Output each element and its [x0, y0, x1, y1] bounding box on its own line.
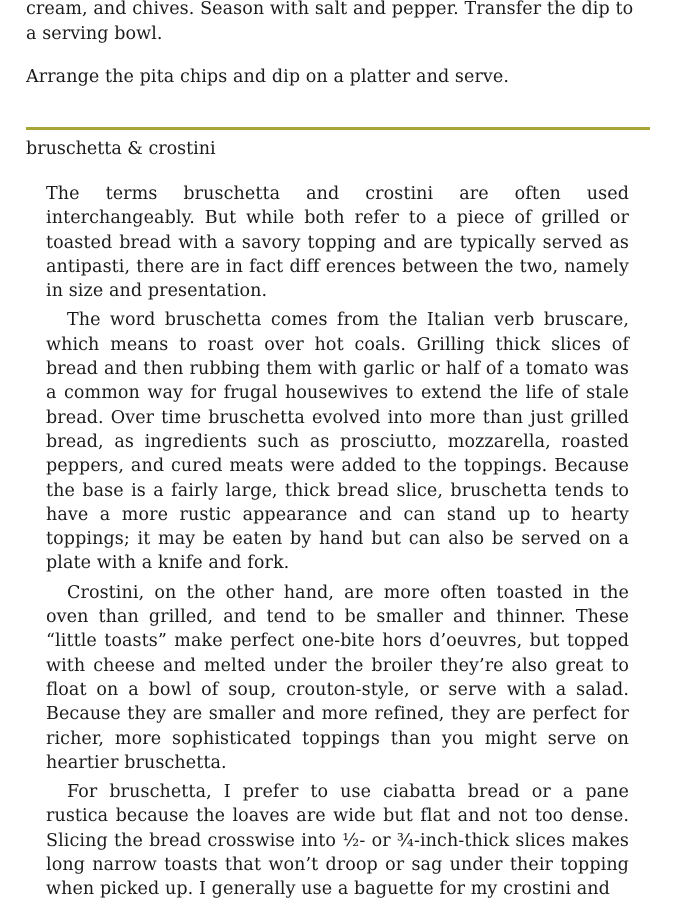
recipe-text-continuation [26, 0, 650, 90]
sidebar-paragraph-4: For bruschetta, I prefer to use ciabatta bread or a pane rustica because the loaves are wide but flat and not too dense. Slicing the bread crosswise into ½- or ¾-inch-thick slices makes long narrow toasts that won’t droop or sag under their topping when picked up. I generally use a baguette for my crostini and [46, 782, 629, 900]
sidebar-paragraph-1: The terms bruschetta and crostini are often used interchangeably. But while both refer to a piece of grilled or toasted bread with a savory topping and are typically served as antipasti, there are in fact diff erences between the two, namely in size and presentation. [46, 184, 629, 302]
recipe-step-serve: Arrange the pita chips and dip on a platter and serve. [26, 67, 510, 87]
sidebar-title: bruschetta & crostini [26, 139, 216, 159]
recipe-step-line-1: cream, and chives. Season with salt and pepper. Transfer the dip to [26, 0, 634, 19]
sidebar-body [46, 182, 629, 907]
sidebar-paragraph-3: Crostini, on the other hand, are more often toasted in the oven than grilled, and tend to be smaller and thinner. These “little toasts” make perfect one-bite hors d’oeuvres, but topped with cheese and melted under the broiler they’re also great to float on a bowl of soup, crouton-style, or serve with a salad. Because they are smaller and more refined, they are perfect for richer, more sophisticated toppings than you might serve on heartier bruschetta. [46, 582, 629, 773]
sidebar-paragraph-2: The word bruschetta comes from the Italian verb bruscare, which means to roast over hot coals. Grilling thick slices of bread and then rubbing them with garlic or half of a tomato was a common way for frugal housewives to extend the life of stale bread. Over time bruschetta evolved into more than just grilled bread, as ingredients such as prosciutto, mozzarella, roasted peppers, and cured meats were added to the toppings. Because the base is a fairly large, thick bread slice, bruschetta tends to have a more rustic appearance and can stand up to hearty toppings; it may be eaten by hand but can also be served on a plate with a knife and fork. [46, 310, 629, 574]
sidebar-divider [26, 127, 650, 130]
recipe-step-line-2: a serving bowl. [26, 23, 163, 44]
